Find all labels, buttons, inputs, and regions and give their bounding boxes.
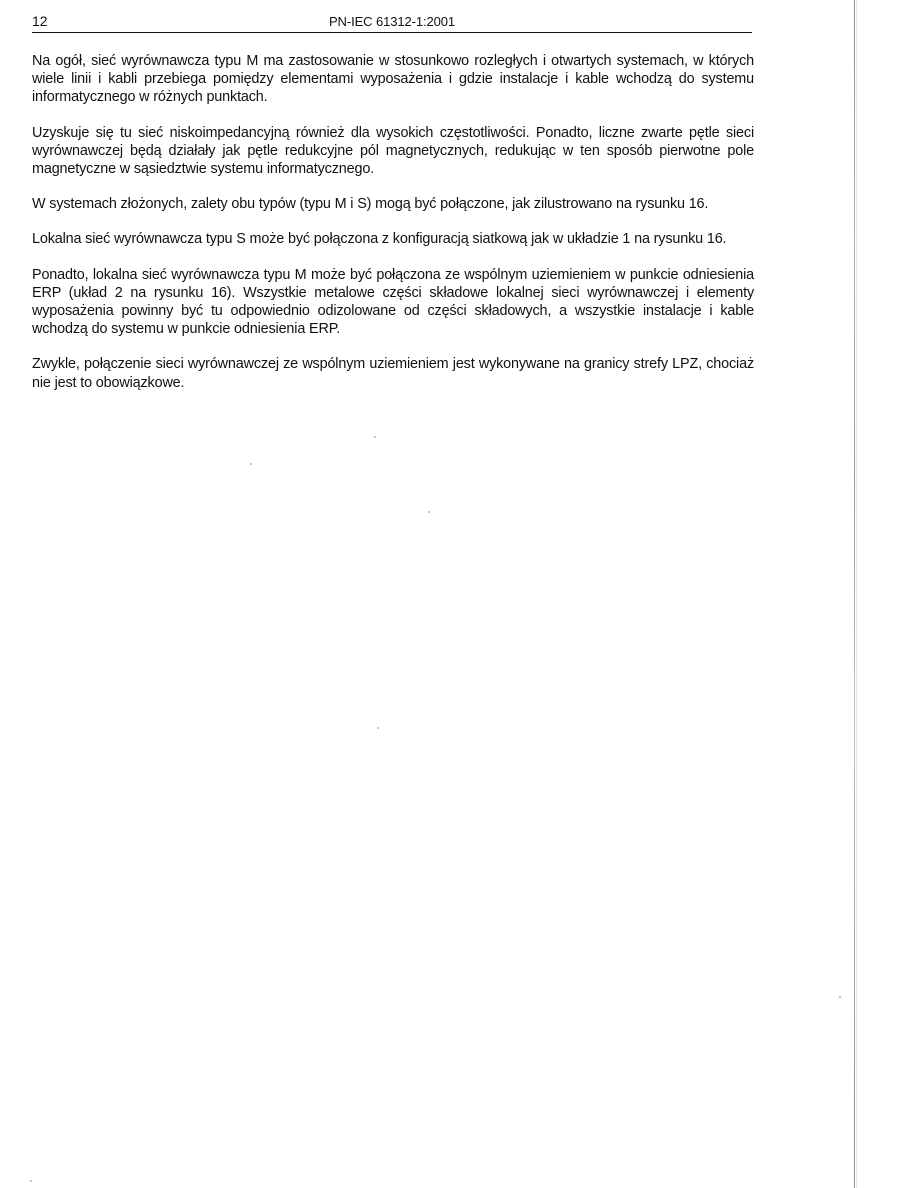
body-text [32,52,754,409]
paragraph-type-m-connection: Ponadto, lokalna sieć wyrównawcza typu M może być połączona ze wspólnym uziemieniem w punkcie odniesienia ERP (układ 2 na rysunku 16). Wszystkie metalowe części składowe lokalnej sieci wyrównawczej i elementy wyposażenia powinny być tu odpowiednio odizolowane od części składowych, a wszystkie instalacje i kable wchodzą do systemu w punkcie odniesienia ERP. [32,266,754,338]
scan-speck [839,996,841,998]
scan-speck [428,511,430,513]
paragraph-low-impedance: Uzyskuje się tu sieć niskoimpedancyjną również dla wysokich częstotliwości. Ponadto, liczne zwarte pętle sieci wyrównawczej będą działały jak pętle redukcyjne pól magnetycznych, redukując w ten sposób pierwotne pole magnetyczne w sąsiedztwie systemu informatycznego. [32,124,754,178]
scan-edge-shadow [856,0,857,1188]
standard-identifier: PN-IEC 61312-1:2001 [328,14,455,29]
page-number: 12 [32,13,48,29]
scan-speck [377,727,379,729]
scan-edge-line [854,0,855,1188]
paragraph-type-s-connection: Lokalna sieć wyrównawcza typu S może być połączona z konfiguracją siatkową jak w układzie 1 na rysunku 16. [32,231,727,248]
page-header [32,12,752,33]
scan-speck [374,436,376,438]
scan-speck [30,1180,32,1182]
scan-speck [250,463,252,465]
paragraph-combined-systems: W systemach złożonych, zalety obu typów (typu M i S) mogą być połączone, jak zilustrowano na rysunku 16. [32,196,709,213]
paragraph-mesh-application: Na ogół, sieć wyrównawcza typu M ma zastosowanie w stosunkowo rozległych i otwartych systemach, w których wiele linii i kabli przebiega pomiędzy elementami wyposażenia i gdzie instalacje i kable wchodzą do systemu informatycznego w różnych punktach. [32,53,754,106]
paragraph-lpz-boundary: Zwykle, połączenie sieci wyrównawczej ze wspólnym uziemieniem jest wykonywane na granicy strefy LPZ, chociaż nie jest to obowiązkowe. [32,356,754,391]
